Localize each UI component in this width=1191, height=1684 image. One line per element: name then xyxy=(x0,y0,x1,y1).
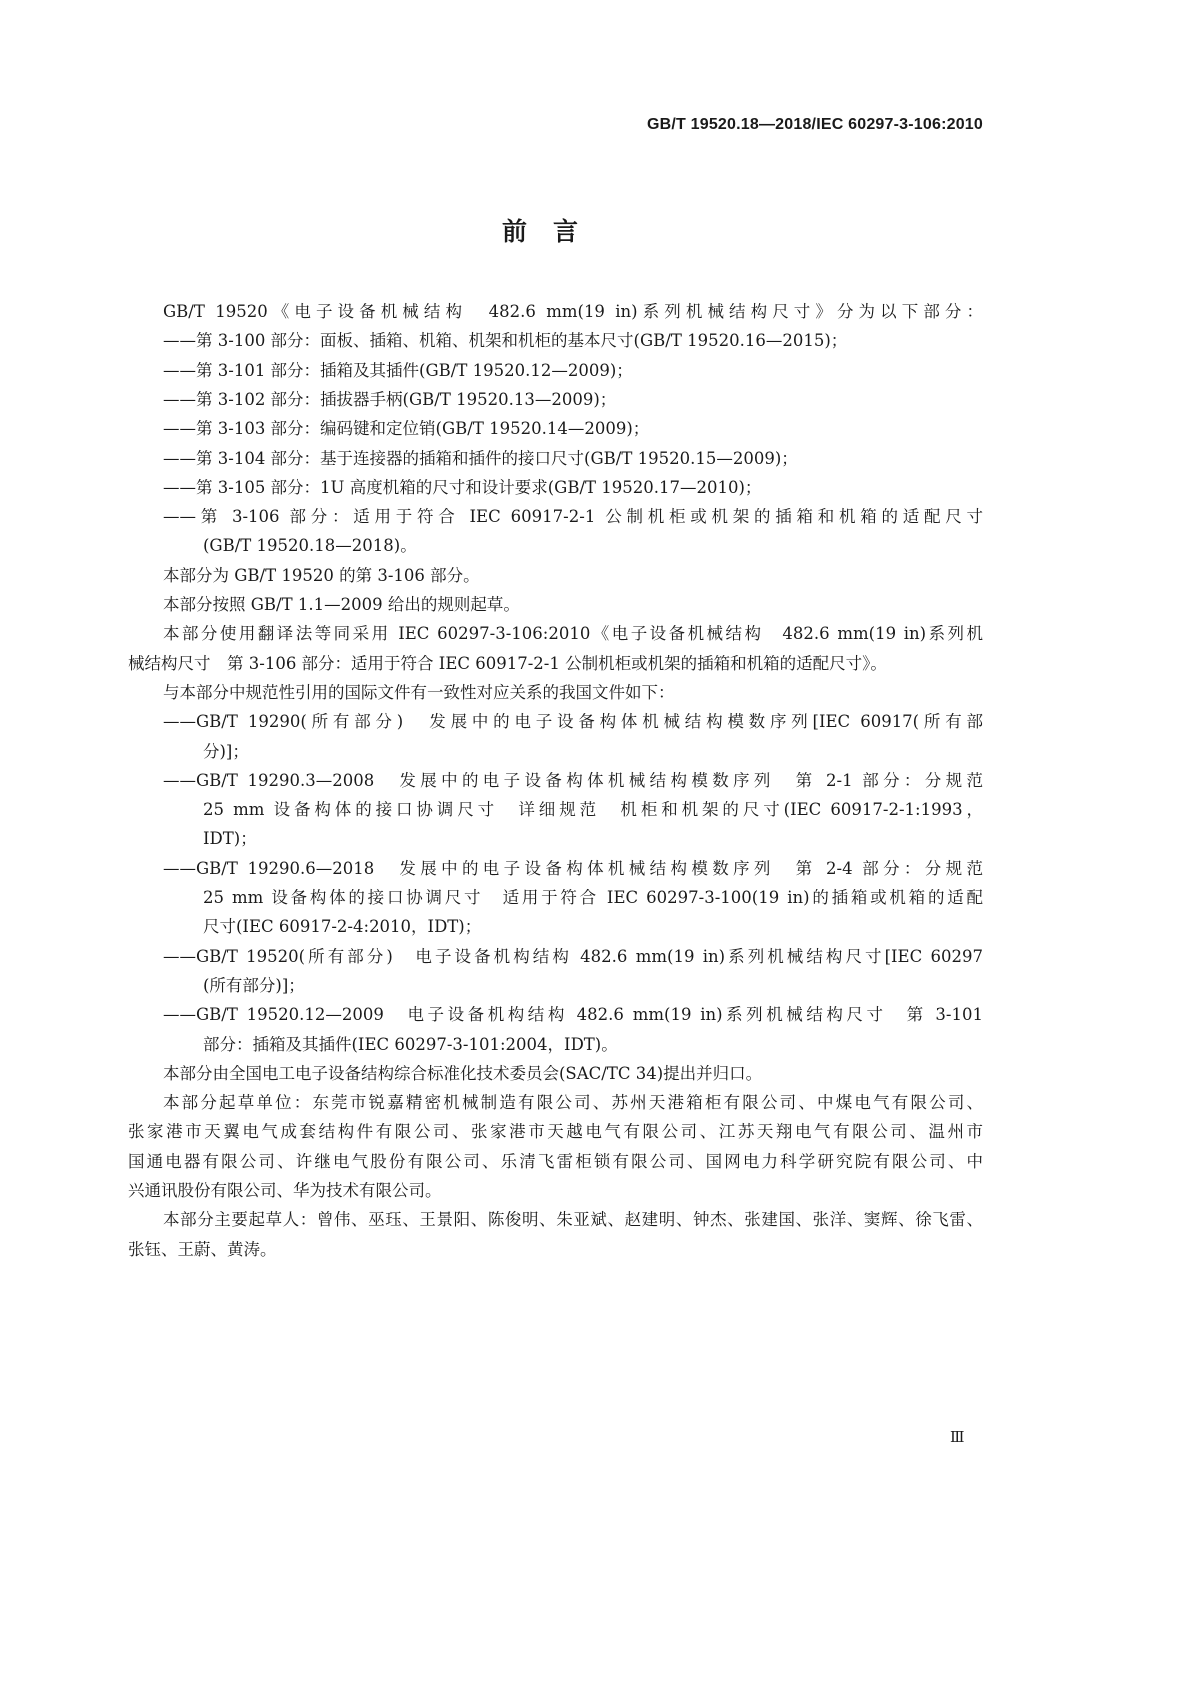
list-item-line: ——GB/T 19520.12—2009 电子设备机构结构 482.6 mm(19 in)系列机械结构尺寸 第 3-101 xyxy=(163,1005,983,1025)
list-item-line: IDT)； xyxy=(203,829,257,849)
paragraph-line: 本部分由全国电工电子设备结构综合标准化技术委员会(SAC/TC 34)提出并归口。 xyxy=(163,1063,763,1083)
paragraph-line: 国通电器有限公司、许继电气股份有限公司、乐清飞雷柜锁有限公司、国网电力科学研究院有限公司、中 xyxy=(128,1151,983,1171)
paragraph-line: 兴通讯股份有限公司、华为技术有限公司。 xyxy=(128,1181,442,1200)
paragraph-line: 本部分起草单位：东莞市锐嘉精密机械制造有限公司、苏州天港箱柜有限公司、中煤电气有限公司、 xyxy=(163,1093,983,1113)
paragraph-line: 与本部分中规范性引用的国际文件有一致性对应关系的我国文件如下： xyxy=(163,682,675,702)
document-header-standard-number: GB/T 19520.18—2018/IEC 60297-3-106:2010 xyxy=(646,116,983,133)
page-number: Ⅲ xyxy=(950,1428,965,1446)
list-item-line: ——GB/T 19290.3—2008 发展中的电子设备构体机械结构模数序列 第 2-1 部分：分规范 xyxy=(163,770,983,790)
list-item-line: ——GB/T 19290.6—2018 发展中的电子设备构体机械结构模数序列 第 2-4 部分：分规范 xyxy=(163,858,983,878)
list-item-line: 尺寸(IEC 60917-2-4:2010，IDT)； xyxy=(203,917,482,937)
list-item-line: 25 mm 设备构体的接口协调尺寸 详细规范 机柜和机架的尺寸(IEC 60917-2-1:1993， xyxy=(203,800,983,820)
paragraph-line: 张家港市天翼电气成套结构件有限公司、张家港市天越电气有限公司、江苏天翔电气有限公司、温州市 xyxy=(128,1122,983,1142)
paragraph-line: GB/T 19520《电子设备机械结构 482.6 mm(19 in)系列机械结构尺寸》分为以下部分： xyxy=(163,302,983,321)
list-item-line: ——第 3-103 部分：编码键和定位销(GB/T 19520.14—2009)； xyxy=(163,419,650,439)
list-item-line: 25 mm 设备构体的接口协调尺寸 适用于符合 IEC 60297-3-100(19 in)的插箱或机箱的适配 xyxy=(203,888,983,907)
list-item-line: (GB/T 19520.18—2018)。 xyxy=(203,536,417,556)
list-item-line: ——第 3-102 部分：插拔器手柄(GB/T 19520.13—2009)； xyxy=(163,389,617,409)
list-item-line: ——GB/T 19520(所有部分) 电子设备机构结构 482.6 mm(19 in)系列机械结构尺寸[IEC 60297 xyxy=(163,946,983,966)
paragraph-line: 本部分使用翻译法等同采用 IEC 60297-3-106:2010《电子设备机械结构 482.6 mm(19 in)系列机 xyxy=(163,624,983,644)
list-item-line: 分)]； xyxy=(203,741,249,761)
list-item-line: ——第 3-104 部分：基于连接器的插箱和插件的接口尺寸(GB/T 19520.15—2009)； xyxy=(163,448,798,468)
paragraph-line: 本部分按照 GB/T 1.1—2009 给出的规则起草。 xyxy=(163,595,520,614)
list-item-line: ——第 3-106 部分：适用于符合 IEC 60917-2-1 公制机柜或机架的插箱和机箱的适配尺寸 xyxy=(163,507,983,527)
paragraph-line: 张钰、王蔚、黄涛。 xyxy=(128,1239,277,1259)
paragraph-line: 本部分主要起草人：曾伟、巫珏、王景阳、陈俊明、朱亚斌、赵建明、钟杰、张建国、张洋、窦辉、徐飞雷、 xyxy=(163,1210,983,1230)
list-item-line: ——GB/T 19290(所有部分) 发展中的电子设备构体机械结构模数序列[IEC 60917(所有部 xyxy=(163,712,983,732)
list-item-line: ——第 3-105 部分：1U 高度机箱的尺寸和设计要求(GB/T 19520.17—2010)； xyxy=(163,477,762,497)
paragraph-line: 械结构尺寸 第 3-106 部分：适用于符合 IEC 60917-2-1 公制机柜或机架的插箱和机箱的适配尺寸》。 xyxy=(128,653,887,673)
list-item-line: 部分：插箱及其插件(IEC 60297-3-101:2004，IDT)。 xyxy=(203,1034,618,1054)
list-item-line: ——第 3-101 部分：插箱及其插件(GB/T 19520.12—2009)； xyxy=(163,360,633,380)
list-item-line: (所有部分)]； xyxy=(203,975,305,995)
page-title: 前言 xyxy=(501,217,604,246)
list-item-line: ——第 3-100 部分：面板、插箱、机箱、机架和机柜的基本尺寸(GB/T 19520.16—2015)； xyxy=(163,331,848,351)
paragraph-line: 本部分为 GB/T 19520 的第 3-106 部分。 xyxy=(163,565,480,585)
